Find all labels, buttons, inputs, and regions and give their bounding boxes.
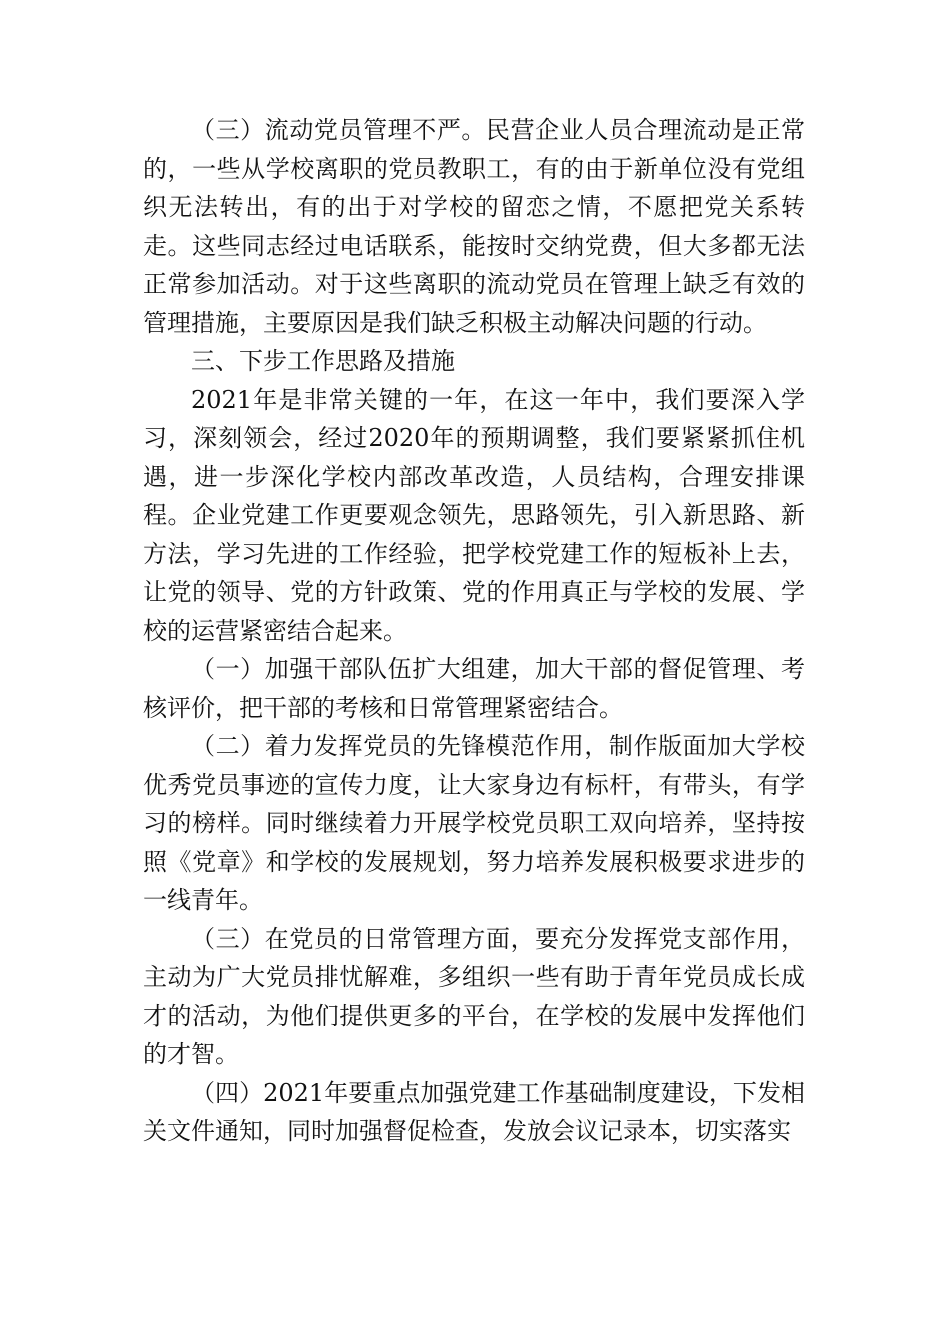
paragraph-daily-management: （三）在党员的日常管理方面，要充分发挥党支部作用，主动为广大党员排忧解难，多组织一些有助于青年党员成长成才的活动，为他们提供更多的平台，在学校的发展中发挥他们的才智。 (143, 924, 805, 1068)
paragraph-institution-building: （四）2021年要重点加强党建工作基础制度建设，下发相关文件通知，同时加强督促检查，发放会议记录本，切实落实 (143, 1078, 805, 1145)
section-heading-next-steps: 三、下步工作思路及措施 (191, 347, 455, 375)
paragraph-mobile-member-management: （三）流动党员管理不严。民营企业人员合理流动是正常的，一些从学校离职的党员教职工，有的由于新单位没有党组织无法转出，有的出于对学校的留恋之情，不愿把党关系转走。这些同志经过电话联系，能按时交纳党费，但大多都无法正常参加活动。对于这些离职的流动党员在管理上缺乏有效的管理措施，主要原因是我们缺乏积极主动解决问题的行动。 (143, 116, 805, 337)
paragraph-cadre-team: （一）加强干部队伍扩大组建，加大干部的督促管理、考核评价，把干部的考核和日常管理紧密结合。 (143, 655, 805, 722)
paragraph-vanguard-role: （二）着力发挥党员的先锋模范作用，制作版面加大学校优秀党员事迹的宣传力度，让大家身边有标杆，有带头，有学习的榜样。同时继续着力开展学校党员职工双向培养，坚持按照《党章》和学校的发展规划，努力培养发展积极要求进步的一线青年。 (143, 732, 805, 914)
paragraph-2021-overview: 2021年是非常关键的一年，在这一年中，我们要深入学习，深刻领会，经过2020年的预期调整，我们要紧紧抓住机遇，进一步深化学校内部改革改造，人员结构，合理安排课程。企业党建工作更要观念领先，思路领先，引入新思路、新方法，学习先进的工作经验，把学校党建工作的短板补上去，让党的领导、党的方针政策、党的作用真正与学校的发展、学校的运营紧密结合起来。 (143, 385, 805, 645)
document-page (143, 111, 805, 1151)
